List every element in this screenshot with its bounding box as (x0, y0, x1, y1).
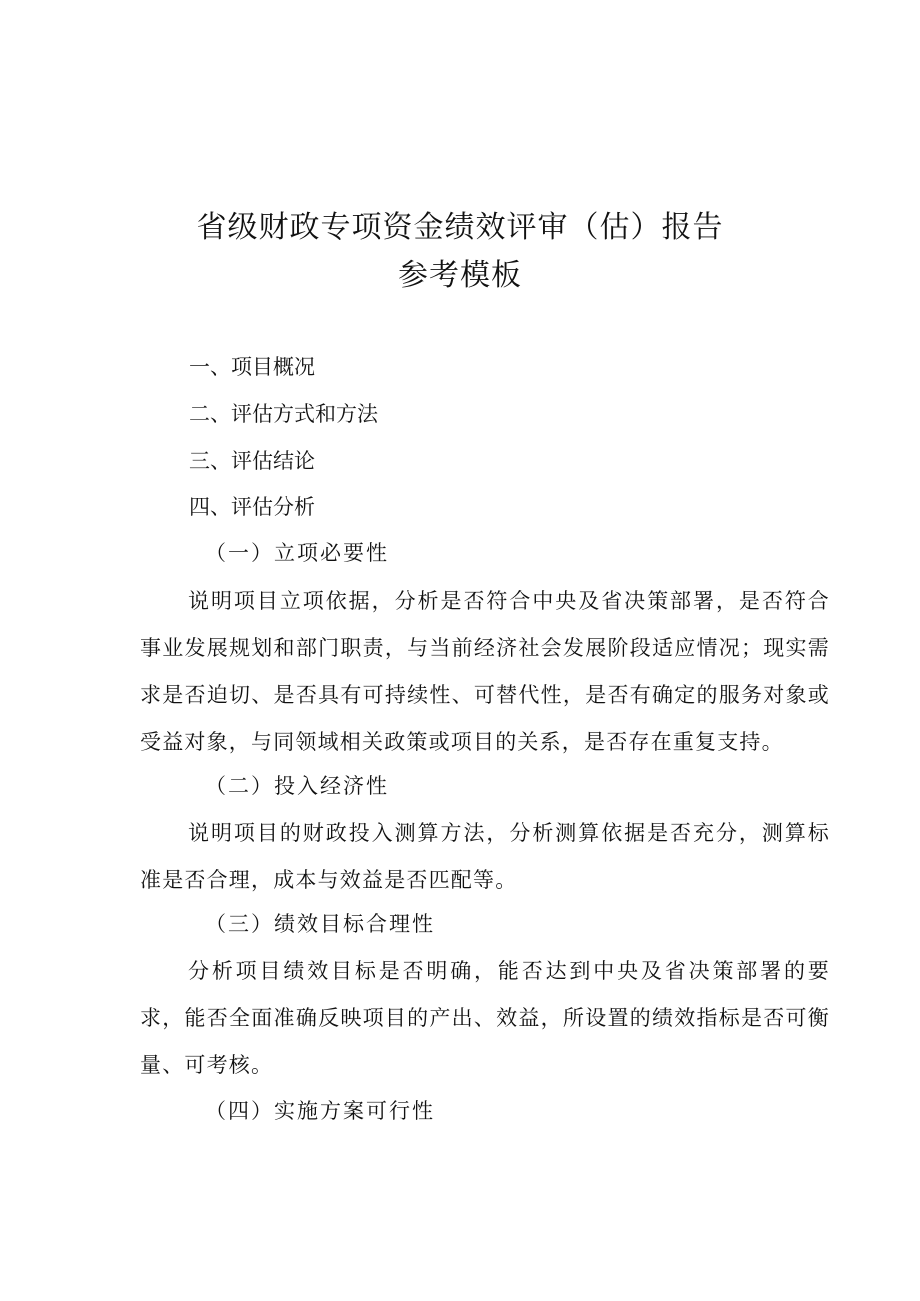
document-title: 省级财政专项资金绩效评审（估）报告 (196, 210, 724, 245)
subsection-heading-3: （三）绩效目标合理性 (205, 912, 435, 936)
section-heading-3: 三、评估结论 (189, 449, 315, 473)
subsection-paragraph-1: 说明项目立项依据，分析是否符合中央及省决策部署，是否符合事业发展规划和部门职责，与当前经济社会发展阶段适应情况；现实需求是否迫切、是否具有可持续性、可替代性，是否有确定的服务对象或受益对象，与同领域相关政策或项目的关系，是否存在重复支持。 (140, 589, 830, 754)
section-heading-1: 一、项目概况 (189, 355, 315, 379)
subsection-heading-4: （四）实施方案可行性 (205, 1099, 435, 1123)
subsection-paragraph-2: 说明项目的财政投入测算方法，分析测算依据是否充分，测算标准是否合理，成本与效益是否匹配等。 (140, 821, 830, 892)
document-subtitle: 参考模板 (398, 258, 522, 293)
subsection-heading-2: （二）投入经济性 (205, 774, 389, 798)
subsection-heading-1: （一）立项必要性 (205, 541, 389, 565)
section-heading-2: 二、评估方式和方法 (189, 402, 378, 426)
section-heading-4: 四、评估分析 (189, 495, 315, 519)
subsection-paragraph-3: 分析项目绩效目标是否明确，能否达到中央及省决策部署的要求，能否全面准确反映项目的产出、效益，所设置的绩效指标是否可衡量、可考核。 (140, 959, 830, 1077)
